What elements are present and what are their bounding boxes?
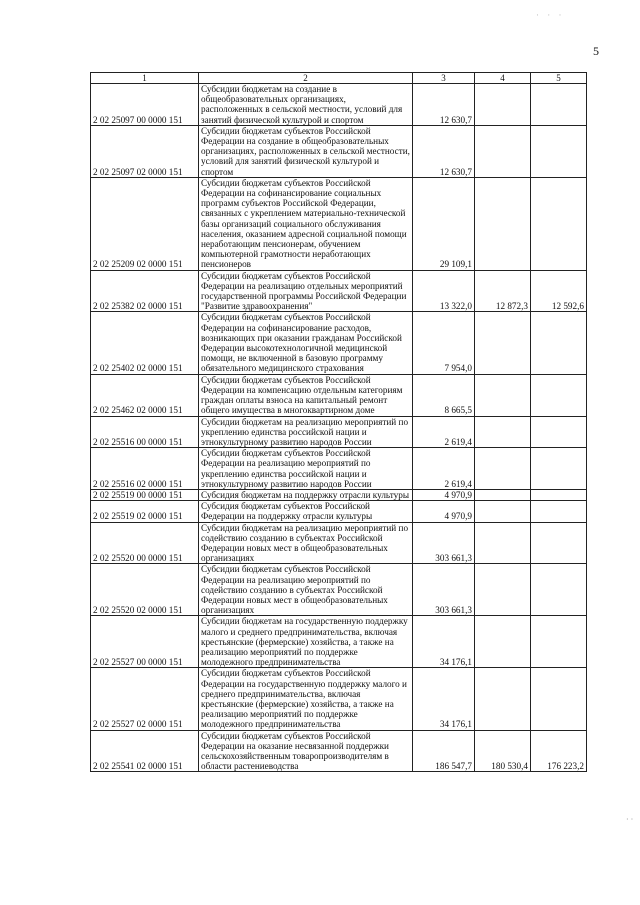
budget-code-cell: 2 02 25097 02 0000 151 <box>91 125 199 177</box>
value-col3-cell: 7 954,0 <box>413 312 475 374</box>
value-col4-cell <box>475 616 531 668</box>
value-col5-cell <box>531 668 587 730</box>
budget-code-cell: 2 02 25209 02 0000 151 <box>91 177 199 270</box>
value-col5-cell <box>531 564 587 616</box>
table-row <box>91 501 587 522</box>
budget-code-cell: 2 02 25520 00 0000 151 <box>91 522 199 564</box>
value-col5-cell <box>531 489 587 500</box>
budget-code-cell: 2 02 25516 00 0000 151 <box>91 416 199 448</box>
budget-code-cell: 2 02 25402 02 0000 151 <box>91 312 199 374</box>
budget-code-cell: 2 02 25097 00 0000 151 <box>91 84 199 126</box>
value-col4-cell <box>475 374 531 416</box>
value-col5-cell <box>531 448 587 490</box>
description-cell: Субсидии бюджетам на государственную поддержку малого и среднего предпринимательства, включая крестьянские (фермерские) хозяйства, а также на реализацию мероприятий по поддержке молодежного предпринимательства <box>199 616 413 668</box>
table-row <box>91 564 587 616</box>
budget-code-cell: 2 02 25541 02 0000 151 <box>91 730 199 772</box>
value-col4-cell <box>475 448 531 490</box>
table-row <box>91 448 587 490</box>
table-row <box>91 416 587 448</box>
table-row <box>91 312 587 374</box>
description-cell: Субсидии бюджетам субъектов Российской Федерации на реализацию отдельных мероприятий государственной программы Российской Федерации "Развитие здравоохранения" <box>199 270 413 312</box>
description-cell: Субсидии бюджетам субъектов Российской Федерации на софинансирование расходов, возникающих при оказании гражданам Российской Федерации высокотехнологичной медицинской помощи, не включенной в базовую программу обязательного медицинского страхования <box>199 312 413 374</box>
column-header: 4 <box>475 73 531 84</box>
margin-marks: · · <box>626 815 634 824</box>
value-col4-cell: 180 530,4 <box>475 730 531 772</box>
description-cell: Субсидии бюджетам субъектов Российской Федерации на создание в общеобразовательных организациях, расположенных в сельской местности, условий для занятий физической культурой и спортом <box>199 125 413 177</box>
column-header: 3 <box>413 73 475 84</box>
value-col3-cell: 2 619,4 <box>413 416 475 448</box>
value-col4-cell <box>475 84 531 126</box>
description-cell: Субсидии бюджетам субъектов Российской Федерации на оказание несвязанной поддержки сельскохозяйственным товаропроизводителям в области растениеводства <box>199 730 413 772</box>
value-col4-cell <box>475 501 531 522</box>
budget-code-cell: 2 02 25520 02 0000 151 <box>91 564 199 616</box>
value-col3-cell: 34 176,1 <box>413 668 475 730</box>
value-col3-cell: 34 176,1 <box>413 616 475 668</box>
value-col5-cell <box>531 522 587 564</box>
value-col5-cell <box>531 84 587 126</box>
value-col3-cell: 303 661,3 <box>413 522 475 564</box>
value-col3-cell: 13 322,0 <box>413 270 475 312</box>
budget-code-cell: 2 02 25527 02 0000 151 <box>91 668 199 730</box>
value-col4-cell <box>475 125 531 177</box>
value-col5-cell <box>531 177 587 270</box>
value-col4-cell <box>475 416 531 448</box>
value-col3-cell: 29 109,1 <box>413 177 475 270</box>
table-row <box>91 489 587 500</box>
value-col3-cell: 12 630,7 <box>413 125 475 177</box>
column-header: 1 <box>91 73 199 84</box>
table-row <box>91 668 587 730</box>
budget-code-cell: 2 02 25519 00 0000 151 <box>91 489 199 500</box>
scan-artifact: · · · <box>536 10 565 20</box>
value-col3-cell: 2 619,4 <box>413 448 475 490</box>
table-row <box>91 270 587 312</box>
value-col3-cell: 12 630,7 <box>413 84 475 126</box>
table-row <box>91 84 587 126</box>
value-col4-cell: 12 872,3 <box>475 270 531 312</box>
description-cell: Субсидия бюджетам на поддержку отрасли культуры <box>199 489 413 500</box>
table-row <box>91 125 587 177</box>
value-col4-cell <box>475 522 531 564</box>
table-row <box>91 177 587 270</box>
value-col4-cell <box>475 489 531 500</box>
description-cell: Субсидии бюджетам субъектов Российской Федерации на государственную поддержку малого и среднего предпринимательства, включая крестьянские (фермерские) хозяйства, а также на реализацию мероприятий по поддержке молодежного предпринимательства <box>199 668 413 730</box>
value-col3-cell: 4 970,9 <box>413 501 475 522</box>
description-cell: Субсидии бюджетам субъектов Российской Федерации на компенсацию отдельным категориям граждан оплаты взноса на капитальный ремонт общего имущества в многоквартирном доме <box>199 374 413 416</box>
value-col4-cell <box>475 312 531 374</box>
value-col3-cell: 303 661,3 <box>413 564 475 616</box>
page-number: 5 <box>593 44 599 58</box>
budget-code-cell: 2 02 25462 02 0000 151 <box>91 374 199 416</box>
value-col5-cell <box>531 501 587 522</box>
value-col4-cell <box>475 564 531 616</box>
value-col3-cell: 186 547,7 <box>413 730 475 772</box>
table-row <box>91 374 587 416</box>
table-row <box>91 616 587 668</box>
value-col5-cell: 176 223,2 <box>531 730 587 772</box>
description-cell: Субсидии бюджетам на реализацию мероприятий по содействию созданию в субъектах Российской Федерации новых мест в общеобразовательных организациях <box>199 522 413 564</box>
value-col5-cell <box>531 125 587 177</box>
budget-table <box>90 72 587 772</box>
description-cell: Субсидии бюджетам субъектов Российской Федерации на софинансирование социальных программ субъектов Российской Федерации, связанных с укреплением материально-технической базы организаций социального обслуживания населения, оказанием адресной социальной помощи неработающим пенсионерам, обучением компьютерной грамотности неработающих пенсионеров <box>199 177 413 270</box>
value-col4-cell <box>475 177 531 270</box>
value-col5-cell <box>531 616 587 668</box>
description-cell: Субсидии бюджетам субъектов Российской Федерации на реализацию мероприятий по содействию созданию в субъектах Российской Федерации новых мест в общеобразовательных организациях <box>199 564 413 616</box>
value-col5-cell <box>531 416 587 448</box>
column-header: 2 <box>199 73 413 84</box>
table-row <box>91 730 587 772</box>
budget-code-cell: 2 02 25382 02 0000 151 <box>91 270 199 312</box>
value-col5-cell <box>531 374 587 416</box>
table-header-row <box>91 73 587 84</box>
value-col5-cell <box>531 312 587 374</box>
budget-code-cell: 2 02 25527 00 0000 151 <box>91 616 199 668</box>
value-col3-cell: 4 970,9 <box>413 489 475 500</box>
table-row <box>91 522 587 564</box>
column-header: 5 <box>531 73 587 84</box>
value-col5-cell: 12 592,6 <box>531 270 587 312</box>
value-col3-cell: 8 665,5 <box>413 374 475 416</box>
budget-code-cell: 2 02 25519 02 0000 151 <box>91 501 199 522</box>
budget-code-cell: 2 02 25516 02 0000 151 <box>91 448 199 490</box>
value-col4-cell <box>475 668 531 730</box>
description-cell: Субсидия бюджетам субъектов Российской Федерации на поддержку отрасли культуры <box>199 501 413 522</box>
description-cell: Субсидии бюджетам субъектов Российской Федерации на реализацию мероприятий по укреплению единства российской нации и этнокультурному развитию народов России <box>199 448 413 490</box>
description-cell: Субсидии бюджетам на создание в общеобразовательных организациях, расположенных в сельской местности, условий для занятий физической культурой и спортом <box>199 84 413 126</box>
description-cell: Субсидии бюджетам на реализацию мероприятий по укреплению единства российской нации и этнокультурному развитию народов России <box>199 416 413 448</box>
